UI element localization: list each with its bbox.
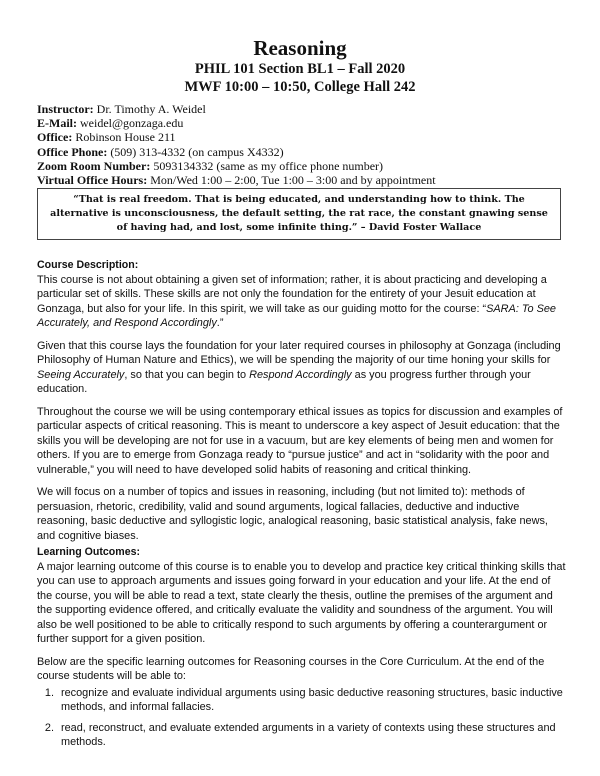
learning-outcomes-heading: Learning Outcomes:: [37, 546, 141, 558]
phone-row: [37, 145, 577, 159]
instructor-value: Dr. Timothy A. Weidel: [96, 102, 206, 116]
sara-motto: SARA: To See Accurately, and Respond Accordingly: [37, 302, 556, 329]
title-block: [0, 36, 600, 96]
instructor-info: [37, 102, 577, 187]
email-label: E-Mail:: [37, 116, 77, 131]
zoom-row: [37, 159, 577, 173]
syllabus-body: [37, 258, 567, 756]
course-description-paragraph-2: [37, 339, 567, 397]
instructor-row: [37, 102, 577, 116]
seeing-accurately-phrase: Seeing Accurately: [37, 368, 125, 381]
learning-outcomes-paragraph-1: A major learning outcome of this course is to enable you to develop and practice key critical thinking skills that you can use to approach arguments and issues going forward in your education and your life. At the end of the course, you will be able to read a text, state clearly the thesis, outline the premises of the argument and the supporting evidence offered, and critically evaluate the validity and soundness of the argument. You will also be well positioned to be able to critically respond to such arguments by offering a counterargument or further support for a given position.: [37, 560, 566, 645]
course-section: PHIL 101 Section BL1 – Fall 2020: [194, 61, 406, 77]
description-p1-text: This course is not about obtaining a given set of information; rather, it is about practicing and developing a particular set of skills. These skills are not only the foundation for the entirety of your Jesuit education at Gonzaga, but also for your life. In this spirit, we will take as our guiding motto for the course: “: [37, 273, 547, 315]
description-p1-end: .”: [216, 317, 224, 329]
office-value: Robinson House 211: [75, 130, 176, 145]
phone-label: Office Phone:: [37, 144, 108, 159]
zoom-value: 5093134332 (same as my office phone number): [153, 158, 384, 173]
zoom-label: Zoom Room Number:: [37, 158, 151, 173]
phone-value: (509) 313-4332 (on campus X4332): [110, 144, 284, 159]
email-row: [37, 116, 577, 130]
office-row: [37, 130, 577, 144]
course-schedule: MWF 10:00 – 10:50, College Hall 242: [184, 79, 416, 95]
description-p2-c: as you progress further through your education.: [37, 368, 531, 395]
virtual-hours-row: [37, 173, 577, 187]
epigraph-quote: “That is real freedom. That is being educated, and understanding how to think. The alternative is unconsciousness, the default setting, the rat race, the constant gnawing sense of having had, and lost, some infinite thing.” – David Foster Wallace: [37, 188, 561, 240]
virtual-hours-value: Mon/Wed 1:00 – 2:00, Tue 1:00 – 3:00 and by appointment: [150, 173, 436, 188]
course-description-paragraph-3: Throughout the course we will be using contemporary ethical issues as topics for discussion and examples of particular aspects of critical reasoning. This is meant to underscore a key aspect of Jesuit education: that the skills you will be developing are not for use in a vacuum, but are key elements of being men and women for others. If you are to emerge from Gonzaga ready to “pursue justice” and act in “solidarity with the poor and vulnerable,” you will need to have developed solid habits of reasoning and critical thinking.: [37, 405, 563, 476]
course-description-paragraph-1: [37, 273, 567, 331]
office-label: Office:: [37, 130, 73, 145]
description-p2-a: Given that this course lays the foundation for your later required courses in philosophy at Gonzaga (including Philosophy of Human Nature and Ethics), we will be spending the majority of our time honing your skills for: [37, 339, 561, 366]
description-p2-b: , so that you can begin to: [124, 368, 250, 381]
learning-outcomes-paragraph-2: Below are the specific learning outcomes for Reasoning courses in the Core Curriculum. At the end of the course students will be able to:: [37, 655, 545, 682]
list-item: 2. read, reconstruct, and evaluate extended arguments in a variety of contexts using these structures and methods.: [57, 721, 567, 750]
course-description-paragraph-4: We will focus on a number of topics and issues in reasoning, including (but not limited to): methods of persuasion, rhetoric, credibility, valid and sound arguments, logical fallacies, deductive and inductive reasoning, basic deductive and syllogistic logic, analogical reasoning, basic statistical analysis, fake news, and cognitive biases.: [37, 486, 548, 542]
email-value: weidel@gonzaga.edu: [80, 116, 184, 131]
virtual-hours-label: Virtual Office Hours:: [37, 173, 148, 188]
list-item: 1. recognize and evaluate individual arguments using basic deductive reasoning structures, basic inductive methods, and informal fallacies.: [57, 686, 567, 715]
respond-accordingly-phrase: Respond Accordingly: [249, 368, 352, 381]
learning-outcomes-list: [37, 686, 567, 750]
course-title: Reasoning: [253, 36, 347, 60]
instructor-label: Instructor:: [37, 102, 94, 116]
course-description-heading: Course Description:: [37, 259, 139, 271]
